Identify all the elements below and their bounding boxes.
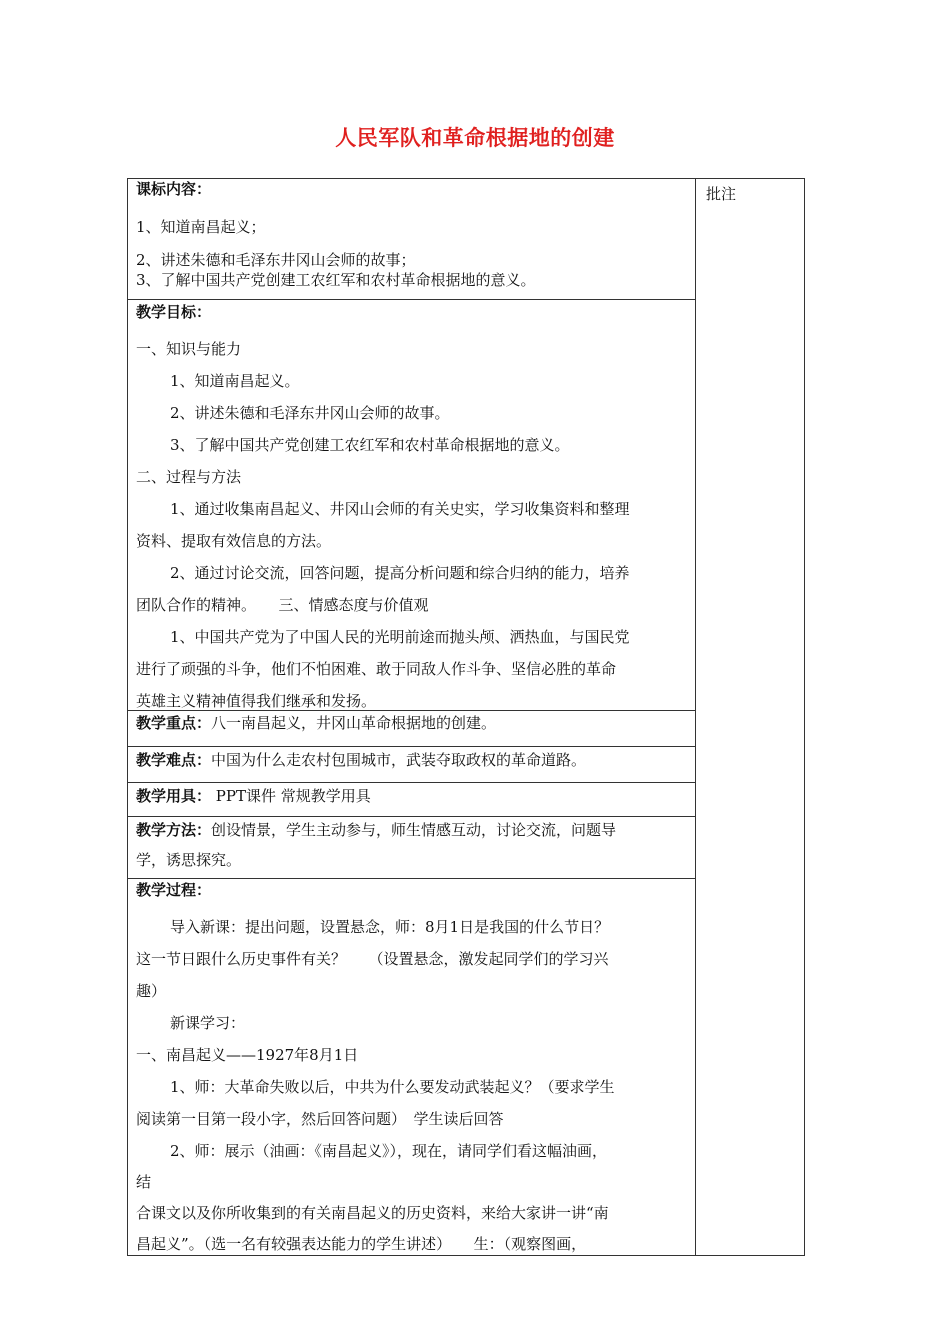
objective-paragraph-line: 团队合作的精神。 三、情感态度与价值观 (136, 596, 429, 614)
key-point-section (128, 711, 695, 747)
document-title: 人民军队和革命根据地的创建 (335, 126, 615, 150)
methods-label: 教学方法： (136, 821, 212, 839)
objective-item: 3、了解中国共产党创建工农红军和农村革命根据地的意义。 (170, 436, 570, 454)
methods-section (128, 817, 695, 879)
process-line: 这一节日跟什么历史事件有关？ （设置悬念，激发起同学们的学习兴 (136, 950, 609, 968)
curriculum-heading: 课标内容： (136, 180, 212, 198)
tools-row (136, 786, 371, 806)
process-line: 导入新课：提出问题，设置悬念，师：8月1日是我国的什么节日？ (170, 918, 610, 936)
difficulty-section (128, 747, 695, 783)
key-point-row (136, 713, 496, 733)
curriculum-item: 1、知道南昌起义； (136, 218, 266, 236)
objective-paragraph-line: 1、中国共产党为了中国人民的光明前途而抛头颅、洒热血，与国民党 (170, 628, 630, 646)
process-heading: 教学过程： (136, 881, 212, 899)
methods-row (136, 820, 616, 840)
process-line: 2、师：展示（油画：《南昌起义》），现在，请同学们看这幅油画， (170, 1142, 608, 1160)
objective-paragraph-line: 1、通过收集南昌起义、井冈山会师的有关史实，学习收集资料和整理 (170, 500, 630, 518)
tools-section (128, 783, 695, 817)
objective-subsection-title: 二、过程与方法 (136, 468, 242, 486)
process-line: 昌起义”。（选一名有较强表达能力的学生讲述） 生：（观察图画， (136, 1235, 587, 1253)
difficulty-text: 中国为什么走农村包围城市，武装夺取政权的革命道路。 (211, 751, 587, 769)
process-line: 趣） (136, 982, 167, 1000)
process-subsection-title: 一、南昌起义——1927年8月1日 (136, 1046, 359, 1064)
process-section (128, 879, 695, 1255)
process-line: 新课学习： (170, 1014, 246, 1032)
methods-text-line: 学，诱思探究。 (136, 851, 242, 869)
notes-column-header: 批注 (706, 185, 737, 203)
difficulty-label: 教学难点： (136, 751, 212, 769)
tools-text: PPT课件 常规教学用具 (211, 787, 371, 805)
process-line: 合课文以及你所收集到的有关南昌起义的历史资料，来给大家讲一讲“南 (136, 1204, 609, 1222)
tools-label: 教学用具： (136, 787, 212, 805)
key-point-label: 教学重点： (136, 714, 212, 732)
methods-text: 创设情景，学生主动参与，师生情感互动，讨论交流，问题导 (211, 821, 617, 839)
curriculum-item: 2、讲述朱德和毛泽东井冈山会师的故事； (136, 251, 416, 269)
curriculum-section (128, 179, 695, 300)
lesson-plan-table (127, 178, 805, 1256)
objective-item: 2、讲述朱德和毛泽东井冈山会师的故事。 (170, 404, 450, 422)
objective-paragraph-line: 进行了顽强的斗争，他们不怕困难、敢于同敌人作斗争、坚信必胜的革命 (136, 660, 617, 678)
process-line: 结 (136, 1173, 152, 1191)
objective-paragraph-line: 资料、提取有效信息的方法。 (136, 532, 332, 550)
objectives-section (128, 300, 695, 711)
objective-item: 1、知道南昌起义。 (170, 372, 300, 390)
objective-paragraph-line: 2、通过讨论交流，回答问题，提高分析问题和综合归纳的能力，培养 (170, 564, 630, 582)
column-divider (695, 179, 696, 1255)
curriculum-item: 3、了解中国共产党创建工农红军和农村革命根据地的意义。 (136, 271, 536, 289)
difficulty-row (136, 750, 586, 770)
objectives-heading: 教学目标： (136, 303, 212, 321)
objective-paragraph-line: 英雄主义精神值得我们继承和发扬。 (136, 692, 377, 710)
key-point-text: 八一南昌起义，井冈山革命根据地的创建。 (211, 714, 497, 732)
objective-subsection-title: 一、知识与能力 (136, 340, 242, 358)
process-line: 1、师：大革命失败以后，中共为什么要发动武装起义？（要求学生 (170, 1078, 615, 1096)
process-line: 阅读第一目第一段小字，然后回答问题） 学生读后回答 (136, 1110, 504, 1128)
